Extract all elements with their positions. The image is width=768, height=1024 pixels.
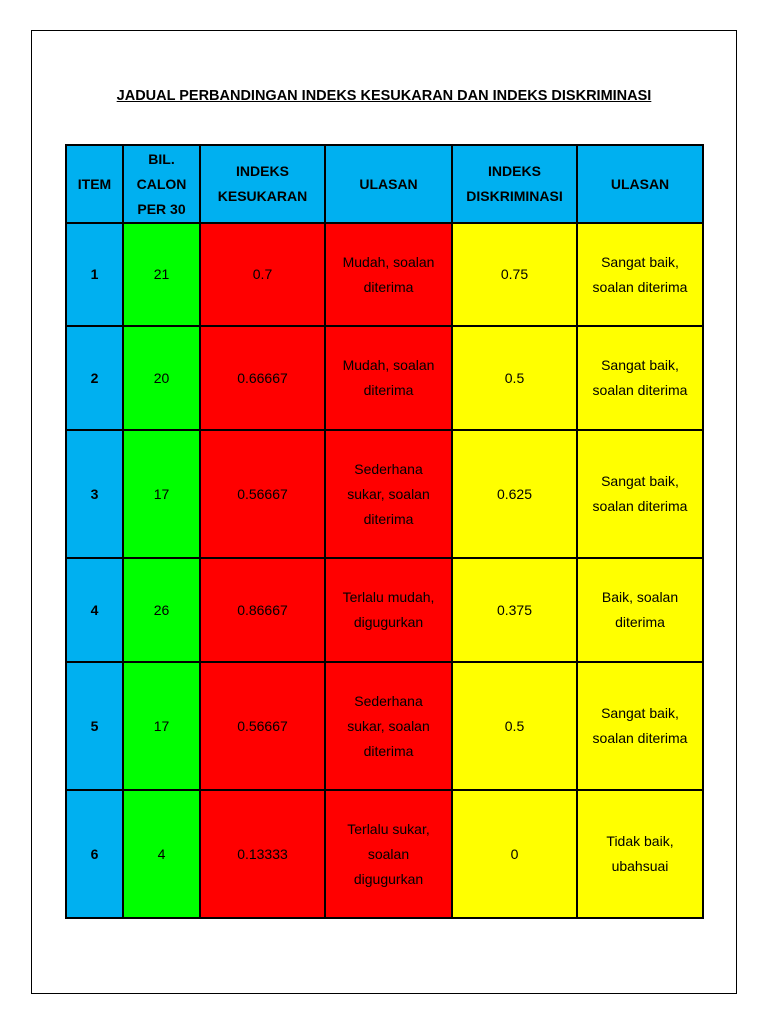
indeks-kesukaran-cell: 0.7: [200, 223, 325, 326]
bil-calon-cell: 21: [123, 223, 200, 326]
header-bil-calon: BIL. CALON PER 30: [123, 145, 200, 223]
table-row: [66, 223, 703, 326]
header-ulasan-2: ULASAN: [577, 145, 703, 223]
ulasan-diskriminasi-cell: Sangat baik, soalan diterima: [577, 430, 703, 558]
indeks-kesukaran-cell: 0.56667: [200, 662, 325, 790]
table-row: [66, 662, 703, 790]
table-row: [66, 790, 703, 918]
ulasan-diskriminasi-cell: Sangat baik, soalan diterima: [577, 326, 703, 430]
indeks-diskriminasi-cell: 0.75: [452, 223, 577, 326]
ulasan-kesukaran-cell: Sederhana sukar, soalan diterima: [325, 430, 452, 558]
indeks-kesukaran-cell: 0.86667: [200, 558, 325, 662]
header-row: [66, 145, 703, 223]
indeks-diskriminasi-cell: 0: [452, 790, 577, 918]
comparison-table: [65, 144, 704, 919]
ulasan-kesukaran-cell: Terlalu sukar, soalan digugurkan: [325, 790, 452, 918]
ulasan-kesukaran-cell: Terlalu mudah, digugurkan: [325, 558, 452, 662]
item-cell: 1: [66, 223, 123, 326]
indeks-kesukaran-cell: 0.56667: [200, 430, 325, 558]
item-cell: 6: [66, 790, 123, 918]
ulasan-kesukaran-cell: Mudah, soalan diterima: [325, 326, 452, 430]
indeks-diskriminasi-cell: 0.5: [452, 326, 577, 430]
item-cell: 4: [66, 558, 123, 662]
item-cell: 5: [66, 662, 123, 790]
bil-calon-cell: 17: [123, 662, 200, 790]
page-title: JADUAL PERBANDINGAN INDEKS KESUKARAN DAN INDEKS DISKRIMINASI: [116, 88, 652, 104]
ulasan-diskriminasi-cell: Tidak baik, ubahsuai: [577, 790, 703, 918]
table-row: [66, 326, 703, 430]
indeks-diskriminasi-cell: 0.375: [452, 558, 577, 662]
item-cell: 3: [66, 430, 123, 558]
ulasan-kesukaran-cell: Sederhana sukar, soalan diterima: [325, 662, 452, 790]
bil-calon-cell: 17: [123, 430, 200, 558]
item-cell: 2: [66, 326, 123, 430]
header-item: ITEM: [66, 145, 123, 223]
bil-calon-cell: 4: [123, 790, 200, 918]
ulasan-kesukaran-cell: Mudah, soalan diterima: [325, 223, 452, 326]
header-indeks-diskriminasi: INDEKS DISKRIMINASI: [452, 145, 577, 223]
indeks-diskriminasi-cell: 0.625: [452, 430, 577, 558]
header-indeks-kesukaran: INDEKS KESUKARAN: [200, 145, 325, 223]
indeks-diskriminasi-cell: 0.5: [452, 662, 577, 790]
table-row: [66, 558, 703, 662]
ulasan-diskriminasi-cell: Sangat baik, soalan diterima: [577, 662, 703, 790]
bil-calon-cell: 26: [123, 558, 200, 662]
ulasan-diskriminasi-cell: Sangat baik, soalan diterima: [577, 223, 703, 326]
indeks-kesukaran-cell: 0.13333: [200, 790, 325, 918]
indeks-kesukaran-cell: 0.66667: [200, 326, 325, 430]
table-row: [66, 430, 703, 558]
header-ulasan-1: ULASAN: [325, 145, 452, 223]
bil-calon-cell: 20: [123, 326, 200, 430]
ulasan-diskriminasi-cell: Baik, soalan diterima: [577, 558, 703, 662]
